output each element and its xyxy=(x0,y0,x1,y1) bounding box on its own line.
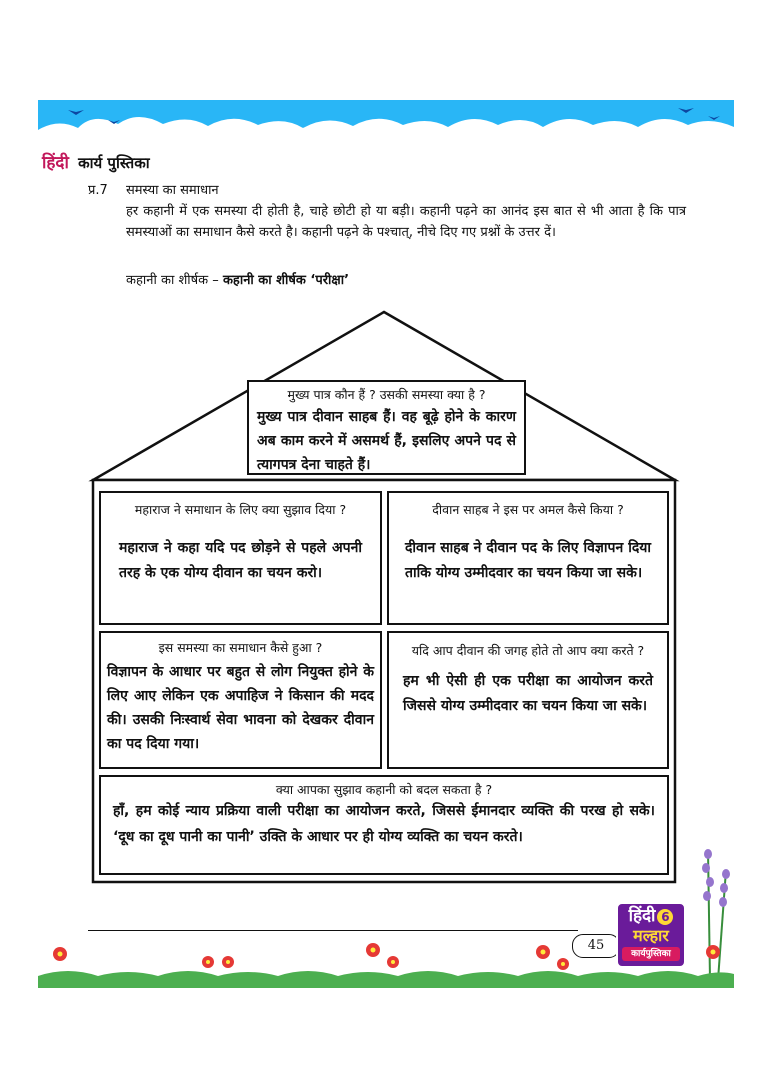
if-you-were-diwan-question: यदि आप दीवान की जगह होते तो आप क्या करते ? xyxy=(411,643,645,658)
question-number: प्र.7 xyxy=(88,183,108,198)
if-you-were-diwan-box xyxy=(387,631,669,769)
main-character-question: मुख्य पात्र कौन हैं ? उसकी समस्या क्या है ? xyxy=(287,387,486,402)
diwan-action-answer: दीवान साहब ने दीवान पद के लिए विज्ञापन दिया ताकि योग्य उम्मीदवार का चयन किया जा सके। xyxy=(405,540,651,581)
diwan-action-box xyxy=(387,491,669,625)
suggestion-change-box xyxy=(99,775,669,875)
question-title: समस्या का समाधान xyxy=(126,183,219,198)
footer-rule xyxy=(88,930,578,931)
solution-answer: विज्ञापन के आधार पर बहुत से लोग नियुक्त होने के लिए आए लेकिन एक अपाहिज ने किसान की मदद की। उसकी निःस्वार्थ सेवा भावना को देखकर दीवान का पद दिया गया। xyxy=(107,664,374,752)
main-character-answer: मुख्य पात्र दीवान साहब हैं। वह बूढ़े होने के कारण अब काम करने में असमर्थ हैं, इसलिए अपने पद से त्यागपत्र देना चाहते हैं। xyxy=(257,409,516,473)
maharaj-suggestion-question: महाराज ने समाधान के लिए क्या सुझाव दिया ? xyxy=(134,502,347,517)
book-title-text: कार्य पुस्तिका xyxy=(78,154,150,172)
logo-malhar-text: मल्हार xyxy=(633,926,669,945)
diwan-action-question: दीवान साहब ने इस पर अमल कैसे किया ? xyxy=(432,502,624,517)
maharaj-suggestion-box xyxy=(99,491,382,625)
hindi-malhar-logo xyxy=(616,902,686,968)
logo-class-number: 6 xyxy=(657,909,673,925)
solution-box xyxy=(99,631,382,769)
subject-logo: हिंदी xyxy=(42,153,69,173)
suggestion-change-question: क्या आपका सुझाव कहानी को बदल सकता है ? xyxy=(275,782,493,797)
logo-karyapustika-text: कार्यपुस्तिका xyxy=(622,947,680,961)
solution-question: इस समस्या का समाधान कैसे हुआ ? xyxy=(158,640,323,655)
main-character-box xyxy=(247,380,526,475)
story-title-answer: कहानी का शीर्षक ‘परीक्षा’ xyxy=(222,273,350,288)
suggestion-change-answer: हाँ, हम कोई न्याय प्रक्रिया वाली परीक्षा का आयोजन करते, जिससे ईमानदार व्यक्ति की परख हो सके। ‘दूध का दूध पानी का पानी’ उक्ति के आधार पर ही योग्य व्यक्ति का चयन करते। xyxy=(113,803,655,845)
maharaj-suggestion-answer: महाराज ने कहा यदि पद छोड़ने से पहले अपनी तरह के एक योग्य दीवान का चयन करो। xyxy=(119,540,362,581)
if-you-were-diwan-answer: हम भी ऐसी ही एक परीक्षा का आयोजन करते जिससे योग्य उम्मीदवार का चयन किया जा सके। xyxy=(403,673,653,714)
question-paragraph: हर कहानी में एक समस्या दी होती है, चाहे छोटी हो या बड़ी। कहानी पढ़ने का आनंद इस बात से भी आता है कि पात्र समस्याओं का समाधान कैसे करते है। कहानी पढ़ने के पश्चात्, नीचे दिए गए प्रश्नों के उत्तर दें। xyxy=(126,204,686,240)
page-number: 45 xyxy=(572,934,620,958)
logo-hindi-text: हिंदी xyxy=(628,906,656,926)
story-title-label: कहानी का शीर्षक – xyxy=(126,273,219,288)
